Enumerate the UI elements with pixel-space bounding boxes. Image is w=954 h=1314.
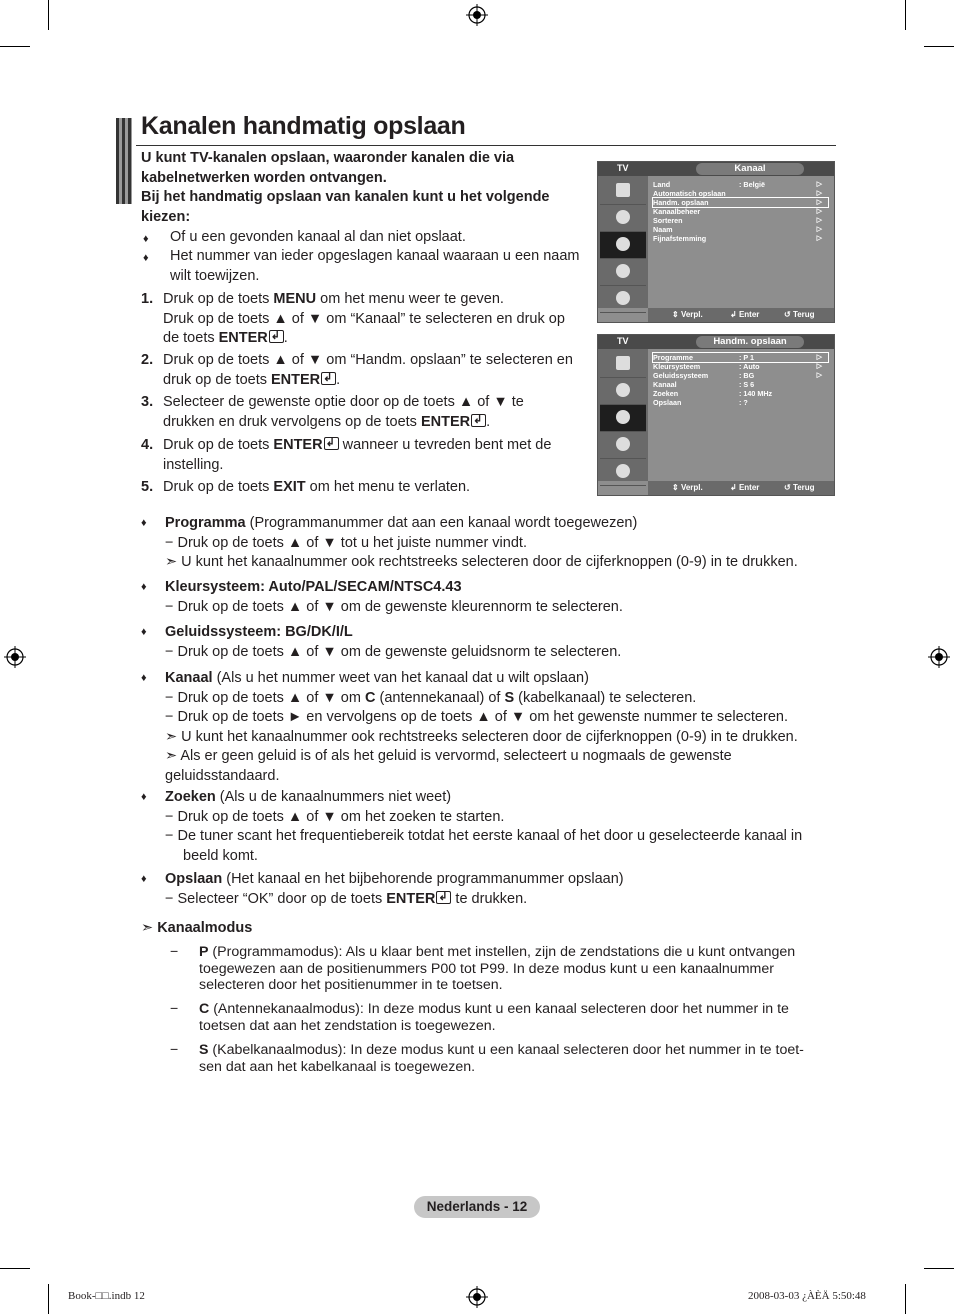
- menu-row-value: : P 1: [739, 353, 755, 362]
- title-divider: [136, 145, 836, 146]
- mode-c: − C (Antennekanaalmodus): In deze modus kunt u een kanaal selecteren door het nummer in te toetsen dat aan het zendstation is toegewezen.: [170, 1001, 789, 1034]
- menu-row[interactable]: [653, 216, 828, 225]
- menu-row-label: Naam: [653, 225, 673, 234]
- input-icon: [600, 286, 646, 313]
- diamond-bullet-icon: ♦: [141, 626, 147, 638]
- footer-move: ⇕ Verpl.: [672, 483, 703, 492]
- chevron-right-icon: ▷: [816, 372, 822, 379]
- menu-row[interactable]: [653, 234, 828, 243]
- intro-bullet: ♦ Het nummer van ieder opgeslagen kanaal waaraan u een naam wilt toewijzen.: [143, 248, 580, 284]
- menu-screenshot-kanaal: [597, 161, 835, 323]
- step-4: 4. Druk op de toets ENTER↲ wanneer u tevreden bent met de instelling.: [141, 436, 591, 475]
- menu-row-label: Geluidssysteem: [653, 371, 709, 380]
- menu-tv-label: TV: [617, 163, 629, 173]
- picture-icon: [600, 351, 646, 378]
- input-icon: [600, 459, 646, 486]
- section-geluidssysteem: ♦ Geluidssysteem: BG/DK/I/L − Druk op de toets ▲ of ▼ om de gewenste geluidsnorm te selecteren.: [141, 624, 622, 660]
- intro-bullet: ♦ Of u een gevonden kanaal al dan niet opslaat.: [141, 228, 591, 248]
- kanaalmodus-heading: ➣ Kanaalmodus: [141, 920, 253, 936]
- menu-row-value: : België: [739, 180, 765, 189]
- registration-mark-icon: [466, 1286, 488, 1308]
- step-2: 2. Druk op de toets ▲ of ▼ om “Handm. opslaan” te selecteren en druk op de toets ENTER↲ .: [141, 351, 591, 390]
- menu-row-value: : BG: [739, 371, 755, 380]
- diamond-bullet-icon: ♦: [141, 791, 147, 803]
- title-decoration: [116, 118, 132, 204]
- chevron-right-icon: ▷: [816, 363, 822, 370]
- menu-row[interactable]: [653, 362, 828, 371]
- menu-row[interactable]: [653, 389, 828, 398]
- mode-s: − S (Kabelkanaalmodus): In deze modus kunt u een kanaal selecteren door het nummer in te toet- sen dat aan het kabelkanaal is toegewezen.: [170, 1042, 804, 1075]
- menu-footer: [648, 481, 834, 495]
- section-kanaal: ♦ Kanaal (Als u het nummer weet van het kanaal dat u wilt opslaan) − Druk op de toets ▲ of ▼ om C (antennekanaal) of S (kabelkanaal) te selecteren. − Druk op de toets ► en vervolgens op de toets ▲ of ▼ om het gewenste nummer te selecteren. ➣ U kunt het kanaalnummer ook rechtstreeks selecteren door de cijferknoppen (0-9) in te drukken. ➣ Als er geen geluid is of als het geluid is vervormd, selecteert u nogmaals de gewenste geluidsstandaard.: [141, 670, 798, 784]
- section-zoeken: ♦ Zoeken (Als u de kanaalnummers niet weet) − Druk op de toets ▲ of ▼ om het zoeken te starten. − De tuner scant het frequentiebereik totdat het eerste kanaal of het door u geselecteerde kanaal in beeld komt.: [141, 789, 803, 864]
- footer-file: Book-□□.indb 12: [68, 1290, 145, 1302]
- menu-sidebar: [598, 176, 648, 308]
- menu-row-label: Programme: [653, 353, 693, 362]
- registration-mark-icon: [4, 646, 26, 668]
- menu-row-value: : ?: [739, 398, 748, 407]
- menu-row-label: Kanaalbeheer: [653, 207, 701, 216]
- chevron-right-icon: ▷: [816, 226, 822, 233]
- page-title: Kanalen handmatig opslaan: [141, 112, 466, 140]
- menu-row-label: Kleursysteem: [653, 362, 701, 371]
- picture-icon: [600, 178, 646, 205]
- menu-row-label: Handm. opslaan: [653, 198, 709, 207]
- menu-row[interactable]: [653, 189, 828, 198]
- menu-row-label: Land: [653, 180, 671, 189]
- chevron-right-icon: ▷: [816, 181, 822, 188]
- chevron-right-icon: ▷: [816, 354, 822, 361]
- diamond-bullet-icon: ♦: [143, 233, 149, 245]
- registration-mark-icon: [466, 4, 488, 26]
- menu-row-label: Kanaal: [653, 380, 677, 389]
- channel-icon: [600, 232, 646, 259]
- intro-line: kabelnetwerken worden ontvangen.: [141, 169, 387, 186]
- enter-icon: [269, 330, 284, 343]
- page-number-badge: Nederlands - 12: [414, 1196, 540, 1218]
- diamond-bullet-icon: ♦: [143, 252, 149, 264]
- intro: [141, 149, 591, 227]
- menu-row[interactable]: [653, 198, 828, 207]
- section-kleursysteem: ♦ Kleursysteem: Auto/PAL/SECAM/NTSC4.43 − Druk op de toets ▲ of ▼ om de gewenste kleurennorm te selecteren.: [141, 579, 623, 615]
- menu-row[interactable]: [653, 380, 828, 389]
- footer-enter: ↲ Enter: [730, 483, 760, 492]
- step-3: 3. Selecteer de gewenste optie door op de toets ▲ of ▼ te drukken en druk vervolgens op de toets ENTER↲ .: [141, 393, 591, 432]
- step-1: 1. Druk op de toets MENU om het menu weer te geven. Druk op de toets ▲ of ▼ om “Kanaal” te selecteren en druk op de toets ENTER↲ .: [141, 290, 591, 349]
- enter-icon: [324, 437, 339, 450]
- setup-icon: [600, 259, 646, 286]
- diamond-bullet-icon: ♦: [141, 672, 147, 684]
- setup-icon: [600, 432, 646, 459]
- intro-line: Bij het handmatig opslaan van kanalen kunt u het volgende: [141, 189, 550, 205]
- diamond-bullet-icon: ♦: [141, 517, 147, 529]
- diamond-bullet-icon: ♦: [141, 581, 147, 593]
- intro-line: kiezen:: [141, 208, 191, 225]
- intro-line: U kunt TV-kanalen opslaan, waaronder kanalen die via: [141, 150, 515, 166]
- chevron-right-icon: ▷: [816, 199, 822, 206]
- menu-row[interactable]: [653, 180, 828, 189]
- menu-row-value: : S 6: [739, 380, 755, 389]
- menu-row[interactable]: [653, 225, 828, 234]
- menu-rows: [653, 353, 828, 407]
- mode-p: − P (Programmamodus): Als u klaar bent met instellen, zijn de zendstations die u kunt ontvangen toegewezen aan de positienummers P00 tot P99. In deze modus kunt u een kanaalnummer selecteren door het positienummer in te toetsen.: [170, 944, 796, 993]
- menu-row-label: Opslaan: [653, 398, 682, 407]
- menu-rows: [653, 180, 828, 243]
- diamond-bullet-icon: ♦: [141, 873, 147, 885]
- footer-enter: ↲ Enter: [730, 310, 760, 319]
- menu-row-value: : Auto: [739, 362, 760, 371]
- menu-row[interactable]: [653, 353, 828, 362]
- menu-sidebar: [598, 349, 648, 481]
- channel-icon: [600, 405, 646, 432]
- menu-row[interactable]: [653, 398, 828, 407]
- menu-header: Handm. opslaan: [696, 336, 804, 348]
- enter-icon: [321, 372, 336, 385]
- section-opslaan: ♦ Opslaan (Het kanaal en het bijbehorende programmanummer opslaan) − Selecteer “OK” door op de toets ENTER↲ te drukken.: [141, 870, 841, 909]
- sound-icon: [600, 205, 646, 232]
- menu-row[interactable]: [653, 207, 828, 216]
- menu-footer: [648, 308, 834, 322]
- menu-row-value: : 140 MHz: [739, 389, 773, 398]
- enter-icon: [471, 414, 486, 427]
- menu-row-label: Fijnafstemming: [653, 234, 707, 243]
- footer-timestamp: 2008-03-03 ¿ÀÈÄ 5:50:48: [748, 1290, 866, 1302]
- menu-tv-label: TV: [617, 336, 629, 346]
- registration-mark-icon: [928, 646, 950, 668]
- menu-row-label: Sorteren: [653, 216, 683, 225]
- menu-row-label: Automatisch opslaan: [653, 189, 726, 198]
- sound-icon: [600, 378, 646, 405]
- chevron-right-icon: ▷: [816, 208, 822, 215]
- enter-icon: [436, 891, 451, 904]
- menu-header: Kanaal: [696, 163, 804, 175]
- chevron-right-icon: ▷: [816, 235, 822, 242]
- step-5: 5. Druk op de toets EXIT om het menu te verlaten.: [141, 479, 471, 495]
- footer-back: ↺ Terug: [784, 483, 815, 492]
- menu-row[interactable]: [653, 371, 828, 380]
- section-programma: ♦ Programma (Programmanummer dat aan een kanaal wordt toegewezen) − Druk op de toets ▲ of ▼ tot u het juiste nummer vindt. ➣ U kunt het kanaalnummer ook rechtstreeks selecteren door de cijferknoppen (0-9) in te drukken.: [141, 515, 798, 570]
- chevron-right-icon: ▷: [816, 190, 822, 197]
- footer-move: ⇕ Verpl.: [672, 310, 703, 319]
- menu-screenshot-handm-opslaan: [597, 334, 835, 496]
- chevron-right-icon: ▷: [816, 217, 822, 224]
- footer-back: ↺ Terug: [784, 310, 815, 319]
- arrow-note-icon: ➣: [141, 920, 154, 936]
- menu-row-label: Zoeken: [653, 389, 679, 398]
